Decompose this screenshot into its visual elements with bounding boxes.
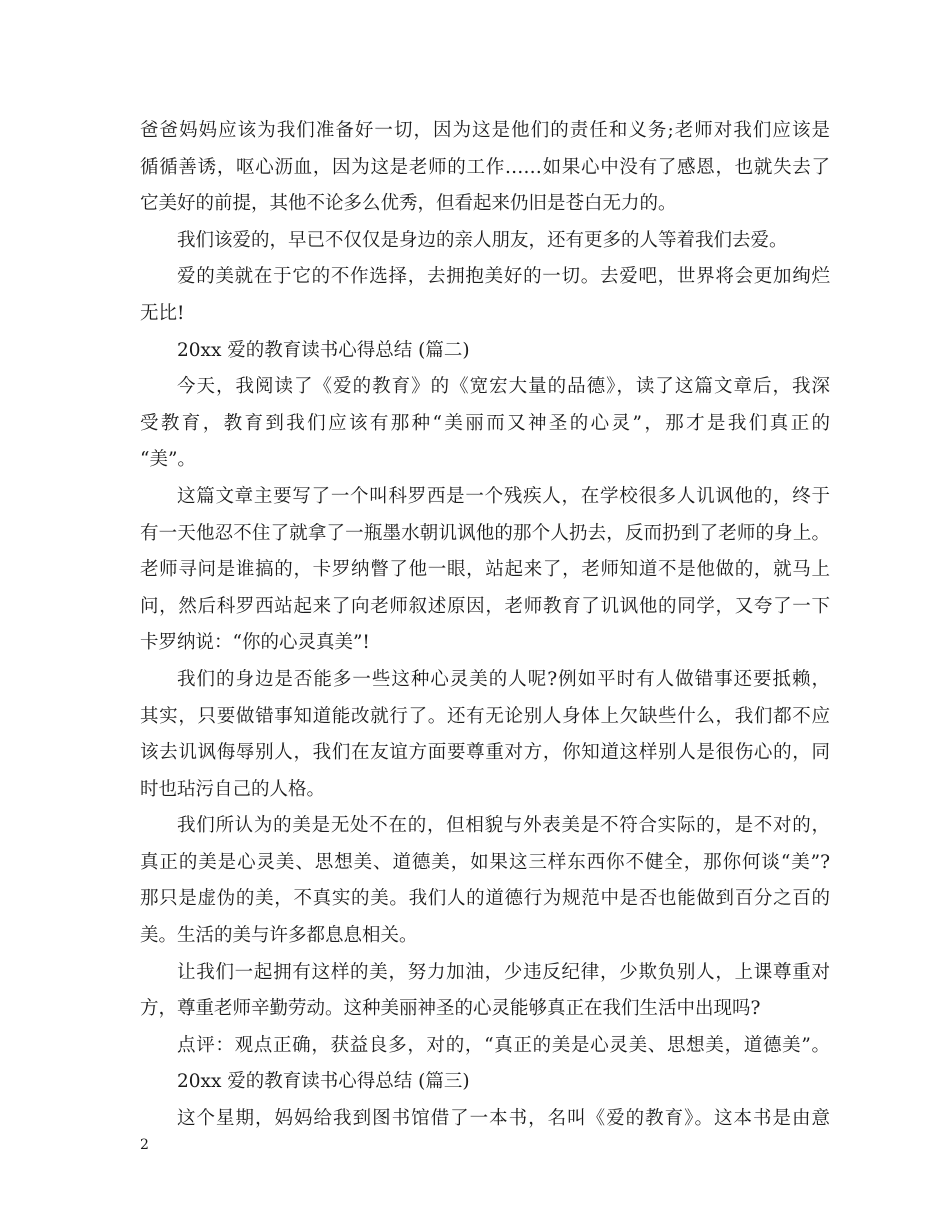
text-line: 时也玷污自己的人格。 <box>140 778 326 800</box>
text-line: 卡罗纳说：“你的心灵真美”! <box>140 632 370 654</box>
document-body <box>140 113 830 1138</box>
text-line: 点评：观点正确，获益良多，对的，“真正的美是心灵美、思想美，道德美”。 <box>177 1034 830 1056</box>
text-line: “美”。 <box>140 449 196 471</box>
text-line: 美。生活的美与许多都息息相关。 <box>140 925 418 947</box>
text-line: 我们所认为的美是无处不在的，但相貌与外表美是不符合实际的，是不对的， <box>177 815 830 837</box>
text-line: 问，然后科罗西站起来了向老师叙述原因，老师教育了讥讽他的同学，又夸了一下 <box>140 595 830 617</box>
page-number: 2 <box>140 1137 149 1153</box>
text-line: 我们的身边是否能多一些这种心灵美的人呢?例如平时有人做错事还要抵赖， <box>177 668 830 690</box>
text-line: 真正的美是心灵美、思想美、道德美，如果这三样东西你不健全，那你何谈“美”? <box>140 851 830 873</box>
text-line: 爱的美就在于它的不作选择，去拥抱美好的一切。去爱吧，世界将会更加绚烂 <box>177 266 830 288</box>
text-line: 其实，只要做错事知道能改就行了。还有无论别人身体上欠缺些什么，我们都不应 <box>140 705 830 727</box>
text-line: 方，尊重老师辛勤劳动。这种美丽神圣的心灵能够真正在我们生活中出现吗? <box>140 998 761 1020</box>
text-line: 有一天他忍不住了就拿了一瓶墨水朝讥讽他的那个人扔去，反而扔到了老师的身上。 <box>140 522 830 544</box>
text-line: 爸爸妈妈应该为我们准备好一切，因为这是他们的责任和义务;老师对我们应该是 <box>140 120 830 141</box>
text-line: 老师寻问是谁搞的，卡罗纳瞥了他一眼，站起来了，老师知道不是他做的，就马上 <box>140 559 830 581</box>
text-line: 这个星期，妈妈给我到图书馆借了一本书，名叫《爱的教育》。这本书是由意 <box>177 1108 830 1130</box>
text-line: 该去讥讽侮辱别人，我们在友谊方面要尊重对方，你知道这样别人是很伤心的，同 <box>140 742 830 764</box>
text-line: 20xx 爱的教育读书心得总结 (篇三) <box>177 1071 470 1093</box>
text-line: 我们该爱的，早已不仅仅是身边的亲人朋友，还有更多的人等着我们去爱。 <box>177 229 788 251</box>
text-line: 这篇文章主要写了一个叫科罗西是一个残疾人，在学校很多人讥讽他的，终于 <box>177 485 830 507</box>
text-line: 那只是虚伪的美，不真实的美。我们人的道德行为规范中是否也能做到百分之百的 <box>140 888 830 910</box>
text-line: 20xx 爱的教育读书心得总结 (篇二) <box>177 339 470 361</box>
text-line: 受教育，教育到我们应该有那种“美丽而又神圣的心灵”，那才是我们真正的 <box>140 412 830 434</box>
text-line: 无比! <box>140 302 185 324</box>
text-line: 今天，我阅读了《爱的教育》的《宽宏大量的品德》，读了这篇文章后，我深 <box>177 376 830 398</box>
text-line: 让我们一起拥有这样的美，努力加油，少违反纪律，少欺负别人，上课尊重对 <box>177 961 830 983</box>
text-line: 循循善诱，呕心沥血，因为这是老师的工作……如果心中没有了感恩，也就失去了 <box>140 156 830 178</box>
text-line: 它美好的前提，其他不论多么优秀，但看起来仍旧是苍白无力的。 <box>140 193 677 215</box>
